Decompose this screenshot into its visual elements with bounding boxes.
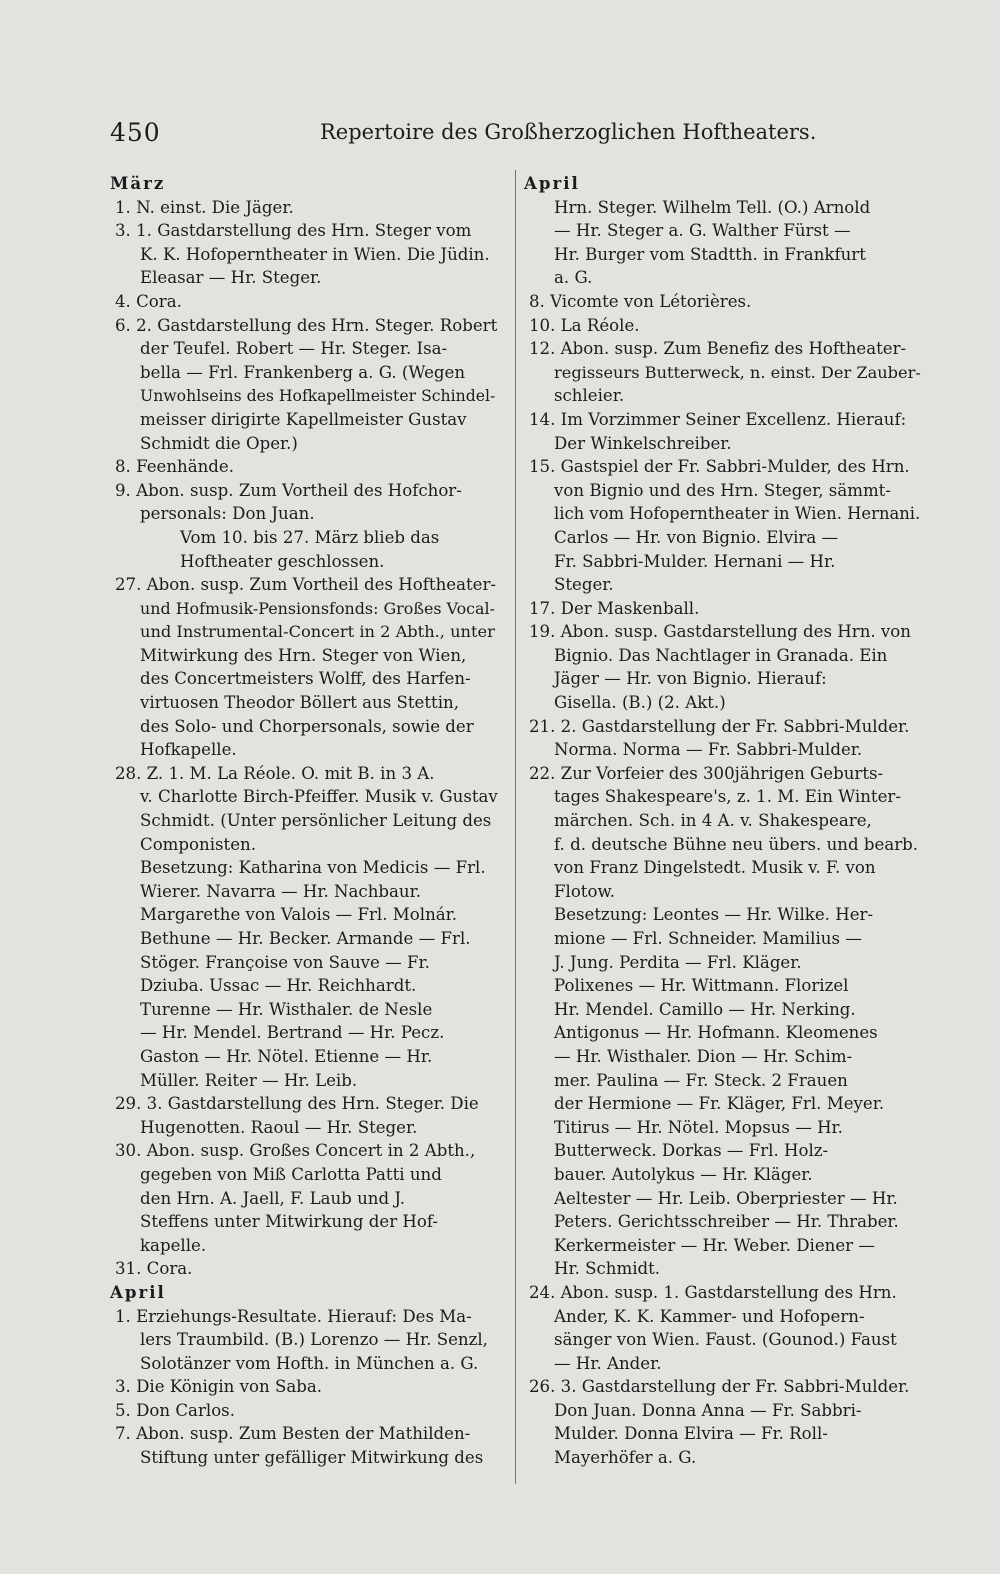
left-column	[110, 172, 498, 1470]
text-line: mione — Frl. Schneider. Mamilius —	[554, 929, 862, 948]
text-line: 8. Feenhände.	[115, 457, 235, 477]
text-line: Hr. Mendel. Camillo — Hr. Nerking.	[554, 999, 856, 1019]
month-heading: März	[110, 173, 166, 193]
text-line: Dziuba. Ussac — Hr. Reichhardt.	[140, 976, 417, 996]
text-line: Fr. Sabbri-Mulder. Hernani — Hr.	[554, 551, 836, 571]
text-line: der Teufel. Robert — Hr. Steger. Isa-	[140, 339, 448, 359]
text-line: Stöger. Françoise von Sauve — Fr.	[140, 952, 430, 972]
text-line: Antigonus — Hr. Hofmann. Kleomenes	[554, 1023, 878, 1043]
text-line: f. d. deutsche Bühne neu übers. und bearb.	[554, 834, 919, 854]
text-line: Mulder. Donna Elvira — Fr. Roll-	[554, 1424, 828, 1444]
right-column	[524, 172, 924, 1470]
text-line: bella — Frl. Frankenberg a. G. (Wegen	[140, 362, 466, 382]
text-line: Hoftheater geschlossen.	[180, 551, 385, 571]
text-line: 8. Vicomte von Létorières.	[529, 291, 752, 311]
text-line: Eleasar — Hr. Steger.	[140, 268, 322, 288]
text-line: Stiftung unter gefälliger Mitwirkung des	[140, 1448, 484, 1468]
text-line: gegeben von Miß Carlotta Patti und	[140, 1164, 442, 1184]
text-line: Hugenotten. Raoul — Hr. Steger.	[140, 1117, 418, 1137]
text-line: Vom 10. bis 27. März blieb das	[180, 527, 440, 547]
text-line: 26. 3. Gastdarstellung der Fr. Sabbri-Mulder.	[529, 1377, 910, 1397]
text-line: 1. Erziehungs-Resultate. Hierauf: Des Ma-	[115, 1306, 472, 1326]
text-line: Kerkermeister — Hr. Weber. Diener —	[554, 1235, 875, 1255]
text-line: kapelle.	[140, 1235, 207, 1255]
text-line: sänger von Wien. Faust. (Gounod.) Faust	[554, 1330, 897, 1350]
text-line: Titirus — Hr. Nötel. Mopsus — Hr.	[554, 1117, 843, 1137]
text-line: Norma. Norma — Fr. Sabbri-Mulder.	[554, 740, 863, 760]
text-line: J. Jung. Perdita — Frl. Kläger.	[554, 952, 802, 972]
text-line: 21. 2. Gastdarstellung der Fr. Sabbri-Mulder.	[529, 716, 910, 736]
text-line: Hr. Burger vom Stadtth. in Frankfurt	[554, 244, 866, 264]
text-line: Polixenes — Hr. Wittmann. Florizel	[554, 976, 849, 996]
text-line: der Hermione — Fr. Kläger, Frl. Meyer.	[554, 1094, 885, 1114]
text-line: 3. Die Königin von Saba.	[115, 1377, 323, 1397]
text-line: — Hr. Mendel. Bertrand — Hr. Pecz.	[140, 1023, 445, 1043]
text-line: Steger.	[554, 575, 614, 595]
text-line: — Hr. Ander.	[554, 1353, 662, 1373]
text-line: Peters. Gerichtsschreiber — Hr. Thraber.	[554, 1212, 899, 1232]
text-line: Schmidt. (Unter persönlicher Leitung des	[140, 811, 492, 831]
text-line: 5. Don Carlos.	[115, 1400, 235, 1420]
text-line: regisseurs Butterweck, n. einst. Der Zauber-	[554, 362, 921, 382]
column-divider	[515, 170, 516, 1484]
page-header	[110, 118, 910, 152]
text-line: Besetzung: Katharina von Medicis — Frl.	[140, 858, 486, 878]
text-line: des Solo- und Chorpersonals, sowie der	[140, 716, 474, 736]
text-line: des Concertmeisters Wolff, des Harfen-	[140, 669, 471, 689]
text-line: Margarethe von Valois — Frl. Molnár.	[140, 905, 458, 925]
text-line: Unwohlseins des Hofkapellmeister Schindel-	[140, 386, 496, 406]
text-line: 29. 3. Gastdarstellung des Hrn. Steger. Die	[115, 1094, 479, 1114]
text-line: virtuosen Theodor Böllert aus Stettin,	[140, 693, 459, 713]
text-line: 14. Im Vorzimmer Seiner Excellenz. Hierauf:	[529, 409, 907, 429]
text-line: 22. Zur Vorfeier des 300jährigen Geburts-	[529, 763, 884, 783]
text-line: 19. Abon. susp. Gastdarstellung des Hrn. von	[529, 622, 911, 642]
month-heading: April	[110, 1281, 166, 1302]
text-line: schleier.	[554, 386, 625, 406]
text-line: 24. Abon. susp. 1. Gastdarstellung des Hrn.	[529, 1282, 897, 1302]
text-line: Mayerhöfer a. G.	[554, 1448, 697, 1468]
text-line: Turenne — Hr. Wisthaler. de Nesle	[140, 999, 433, 1019]
text-line: Componisten.	[140, 834, 256, 854]
text-line: märchen. Sch. in 4 A. v. Shakespeare,	[554, 811, 872, 831]
text-line: Gaston — Hr. Nötel. Etienne — Hr.	[140, 1046, 433, 1066]
text-line: — Hr. Wisthaler. Dion — Hr. Schim-	[554, 1046, 853, 1066]
text-line: v. Charlotte Birch-Pfeiffer. Musik v. Gustav	[140, 787, 498, 807]
text-line: und Hofmusik-Pensionsfonds: Großes Vocal-	[140, 598, 495, 618]
text-line: bauer. Autolykus — Hr. Kläger.	[554, 1164, 813, 1184]
text-line: 30. Abon. susp. Großes Concert in 2 Abth.,	[115, 1141, 476, 1161]
text-line: 31. Cora.	[115, 1259, 193, 1279]
text-line: Carlos — Hr. von Bignio. Elvira —	[554, 527, 839, 547]
text-line: 15. Gastspiel der Fr. Sabbri-Mulder, des Hrn.	[529, 457, 910, 477]
text-line: K. K. Hofoperntheater in Wien. Die Jüdin.	[140, 244, 490, 264]
text-line: Bignio. Das Nachtlager in Granada. Ein	[554, 645, 888, 665]
text-line: Hrn. Steger. Wilhelm Tell. (O.) Arnold	[554, 197, 871, 217]
text-line: Gisella. (B.) (2. Akt.)	[554, 693, 726, 713]
text-line: lich vom Hofoperntheater in Wien. Hernani.	[554, 504, 921, 524]
text-line: 1. N. einst. Die Jäger.	[115, 197, 294, 217]
text-line: Bethune — Hr. Becker. Armande — Frl.	[140, 929, 471, 948]
text-line: Wierer. Navarra — Hr. Nachbaur.	[140, 881, 421, 901]
text-line: a. G.	[554, 268, 593, 288]
text-line: Jäger — Hr. von Bignio. Hierauf:	[554, 669, 827, 689]
text-line: tages Shakespeare's, z. 1. M. Ein Winter-	[554, 787, 901, 807]
text-line: 28. Z. 1. M. La Réole. O. mit B. in 3 A.	[115, 763, 435, 783]
running-title: Repertoire des Großherzoglichen Hoftheaters.	[320, 120, 817, 144]
text-line: 4. Cora.	[115, 291, 182, 311]
text-line: 27. Abon. susp. Zum Vortheil des Hoftheater-	[115, 575, 496, 595]
text-line: — Hr. Steger a. G. Walther Fürst —	[554, 221, 851, 241]
text-line: von Bignio und des Hrn. Steger, sämmt-	[554, 480, 891, 500]
text-line: Der Winkelschreiber.	[554, 433, 732, 453]
text-line: Müller. Reiter — Hr. Leib.	[140, 1070, 358, 1090]
text-line: Butterweck. Dorkas — Frl. Holz-	[554, 1141, 829, 1161]
text-line: 10. La Réole.	[529, 315, 640, 335]
text-line: 17. Der Maskenball.	[529, 598, 700, 618]
text-line: Solotänzer vom Hofth. in München a. G.	[140, 1353, 479, 1373]
text-line: mer. Paulina — Fr. Steck. 2 Frauen	[554, 1070, 848, 1090]
text-line: 3. 1. Gastdarstellung des Hrn. Steger vom	[115, 221, 472, 241]
text-line: 9. Abon. susp. Zum Vortheil des Hofchor-	[115, 480, 462, 500]
text-line: 12. Abon. susp. Zum Benefiz des Hoftheater-	[529, 339, 907, 359]
text-line: den Hrn. A. Jaell, F. Laub und J.	[140, 1188, 405, 1208]
text-line: 6. 2. Gastdarstellung des Hrn. Steger. Robert	[115, 315, 498, 335]
text-line: Don Juan. Donna Anna — Fr. Sabbri-	[554, 1400, 862, 1420]
text-line: lers Traumbild. (B.) Lorenzo — Hr. Senzl,	[140, 1330, 488, 1350]
text-line: von Franz Dingelstedt. Musik v. F. von	[554, 858, 876, 878]
text-line: Flotow.	[554, 881, 615, 901]
page-number: 450	[110, 118, 161, 147]
text-line: Ander, K. K. Kammer- und Hofopern-	[554, 1306, 865, 1326]
text-line: Steffens unter Mitwirkung der Hof-	[140, 1212, 439, 1232]
text-line: Schmidt die Oper.)	[140, 433, 298, 453]
text-line: und Instrumental-Concert in 2 Abth., unter	[140, 622, 495, 642]
month-heading: April	[524, 173, 580, 193]
text-line: Besetzung: Leontes — Hr. Wilke. Her-	[554, 905, 874, 925]
text-line: Aeltester — Hr. Leib. Oberpriester — Hr.	[554, 1188, 898, 1208]
text-line: Mitwirkung des Hrn. Steger von Wien,	[140, 645, 467, 665]
text-line: Hr. Schmidt.	[554, 1259, 661, 1279]
text-line: Hofkapelle.	[140, 740, 237, 760]
text-line: personals: Don Juan.	[140, 504, 315, 524]
text-line: 7. Abon. susp. Zum Besten der Mathilden-	[115, 1424, 471, 1444]
text-line: meisser dirigirte Kapellmeister Gustav	[140, 409, 467, 429]
